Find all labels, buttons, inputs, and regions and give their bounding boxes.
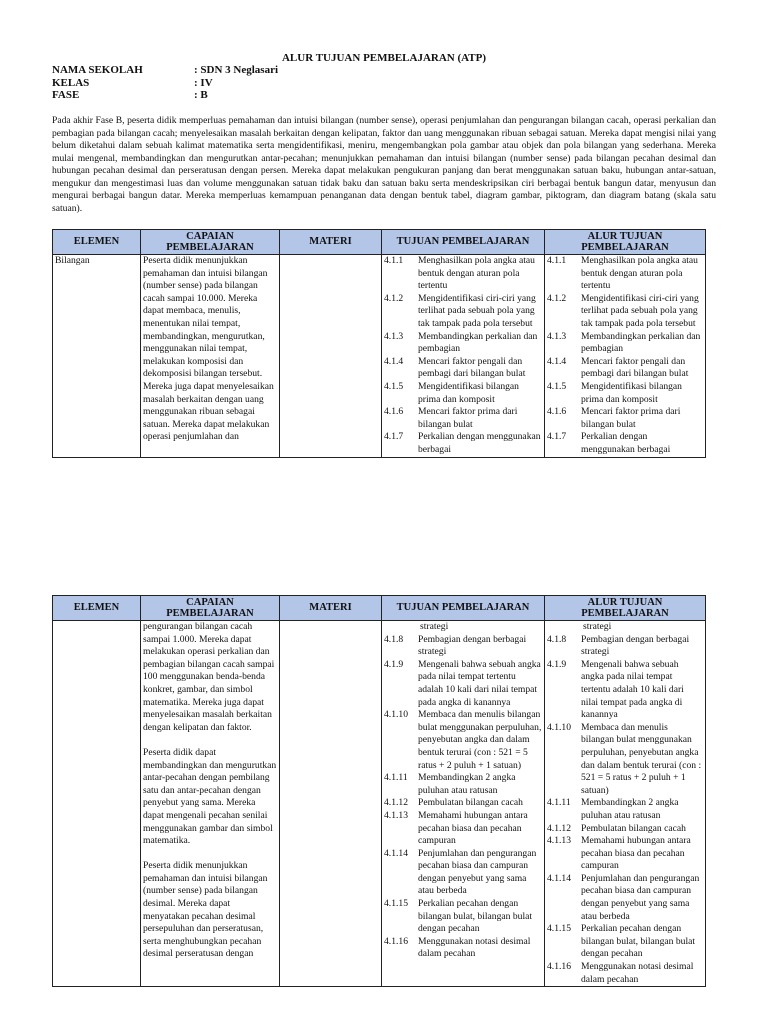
goal-item — [384, 848, 542, 898]
goal-text: Pembulatan bilangan cacah — [418, 797, 523, 809]
goal-item — [384, 810, 542, 848]
goal-text: Membaca dan menulis bilangan bulat menggunakan perpuluhan, penyebutan angka dan dalam bentuk terurai (con : 521 = 5 ratus + 2 puluh + 1 satuan) — [581, 721, 702, 796]
goal-item — [384, 381, 542, 406]
goal-text: Mencari faktor prima dari bilangan bulat — [418, 406, 518, 430]
goal-item — [384, 709, 542, 772]
tujuan-cell — [382, 621, 545, 987]
goal-text: Memahami hubungan antara pecahan biasa dan pecahan campuran — [418, 809, 528, 847]
goal-text: Pembagian dengan berbagai strategi — [581, 633, 690, 658]
goal-number: 4.1.2 — [547, 292, 567, 304]
table-header-row — [53, 596, 706, 621]
meta-row-class — [52, 77, 278, 90]
goal-number: 4.1.7 — [384, 431, 404, 443]
goal-text: Membandingkan perkalian dan pembagian — [581, 330, 701, 355]
goal-item — [547, 835, 703, 873]
goal-text: Mencari faktor pengali dan pembagi dari bilangan bulat — [418, 355, 526, 380]
goal-item — [547, 961, 703, 986]
table-header-row — [53, 230, 706, 255]
goal-item — [547, 797, 703, 822]
goal-continuation: strategi — [583, 621, 612, 632]
goal-number: 4.1.4 — [384, 355, 404, 367]
header-elemen: ELEMEN — [53, 230, 141, 255]
goal-item — [547, 873, 703, 923]
goal-item — [547, 331, 703, 356]
goal-item — [384, 659, 542, 709]
goal-text: Penjumlahan dan pengurangan pecahan biasa dan campuran dengan penyebut yang sama atau berbeda — [418, 847, 537, 897]
meta-key: KELAS — [52, 76, 90, 89]
goal-continuation: strategi — [420, 621, 449, 632]
goal-item — [547, 659, 703, 722]
goal-item — [384, 634, 542, 659]
goal-item — [384, 772, 542, 797]
goal-number: 4.1.12 — [547, 822, 571, 834]
goal-text: Membandingkan 2 angka puluhan atau ratusan — [581, 797, 679, 821]
alur-cell — [545, 255, 706, 458]
document-title: ALUR TUJUAN PEMBELAJARAN (ATP) — [281, 52, 486, 64]
meta-key: NAMA SEKOLAH — [52, 64, 143, 76]
tujuan-cell — [382, 255, 545, 458]
goal-item — [547, 255, 703, 293]
goal-number: 4.1.7 — [547, 431, 567, 443]
meta-row-school — [52, 64, 278, 77]
header-capaian: CAPAIAN PEMBELAJARAN — [141, 596, 280, 621]
goal-text: Menggunakan notasi desimal dalam pecahan — [418, 935, 531, 960]
table-row — [53, 255, 706, 458]
goal-number: 4.1.14 — [547, 872, 571, 884]
goal-number: 4.1.5 — [384, 380, 404, 392]
goal-item — [384, 331, 542, 356]
goal-item — [547, 406, 703, 431]
goal-item — [384, 431, 542, 456]
goal-number: 4.1.9 — [384, 658, 404, 670]
goal-item — [547, 823, 703, 836]
header-tujuan: TUJUAN PEMBELAJARAN — [382, 230, 545, 255]
goal-number: 4.1.4 — [547, 355, 567, 367]
goal-item — [384, 293, 542, 331]
goal-number: 4.1.10 — [384, 709, 408, 721]
goal-item — [547, 634, 703, 659]
materi-cell — [280, 255, 382, 458]
goal-text: Mengidentifikasi bilangan prima dan komposit — [581, 380, 682, 405]
header-tujuan: TUJUAN PEMBELAJARAN — [382, 596, 545, 621]
goal-text: Menggunakan notasi desimal dalam pecahan — [581, 961, 694, 985]
goal-number: 4.1.1 — [547, 255, 567, 266]
atp-table-2 — [52, 595, 706, 987]
meta-value: : IV — [194, 76, 213, 89]
header-materi: MATERI — [280, 230, 382, 255]
goal-number: 4.1.15 — [547, 923, 571, 935]
goal-item — [547, 431, 703, 456]
goal-number: 4.1.13 — [384, 809, 408, 821]
goal-text: Perkalian dengan menggunakan berbagai — [581, 431, 671, 455]
goal-number: 4.1.5 — [547, 380, 567, 392]
goal-text: Mengidentifikasi bilangan prima dan komposit — [418, 380, 519, 405]
alur-cell — [545, 621, 706, 987]
elemen-cell: Bilangan — [53, 255, 141, 458]
goal-number: 4.1.8 — [384, 633, 404, 645]
meta-row-phase — [52, 89, 278, 102]
goal-number: 4.1.14 — [384, 847, 408, 859]
goal-text: Memahami hubungan antara pecahan biasa dan pecahan campuran — [581, 835, 691, 872]
materi-cell — [280, 621, 382, 987]
goal-text: Membandingkan perkalian dan pembagian — [418, 330, 538, 355]
goal-item — [547, 293, 703, 331]
goal-text: Pembulatan bilangan cacah — [581, 822, 686, 834]
goal-number: 4.1.13 — [547, 835, 571, 847]
header-materi: MATERI — [280, 596, 382, 621]
header-elemen: ELEMEN — [53, 596, 141, 621]
goal-text: Membaca dan menulis bilangan bulat menggunakan perpuluhan, penyebutan angka dan dalam bentuk terurai (con : 521 = 5 ratus + 2 puluh + 1 satuan) — [418, 709, 542, 771]
goal-number: 4.1.11 — [547, 797, 571, 809]
goal-number: 4.1.2 — [384, 292, 404, 304]
table-row — [53, 621, 706, 987]
meta-value: : SDN 3 Neglasari — [194, 64, 279, 76]
elemen-cell — [53, 621, 141, 987]
meta-value: : B — [194, 89, 208, 101]
goal-item — [547, 722, 703, 798]
goal-item — [384, 797, 542, 810]
goal-text: Membandingkan 2 angka puluhan atau ratusan — [418, 772, 516, 796]
header-alur: ALUR TUJUAN PEMBELAJARAN — [545, 596, 706, 621]
goal-number: 4.1.16 — [547, 961, 571, 973]
goal-item — [384, 936, 542, 961]
goal-text: Perkalian pecahan dengan bilangan bulat, bilangan bulat dengan pecahan — [418, 898, 533, 935]
goal-number: 4.1.11 — [384, 772, 408, 784]
goal-number: 4.1.8 — [547, 633, 567, 645]
goal-item — [547, 923, 703, 961]
goal-text: Mencari faktor prima dari bilangan bulat — [581, 406, 681, 430]
goal-number: 4.1.9 — [547, 658, 567, 670]
goal-item — [384, 255, 542, 293]
goal-text: Perkalian pecahan dengan bilangan bulat, bilangan bulat dengan pecahan — [581, 923, 696, 960]
goal-text: Perkalian dengan menggunakan berbagai — [418, 431, 541, 455]
goal-text: Menghasilkan pola angka atau bentuk dengan aturan pola tertentu — [581, 255, 698, 292]
goal-item — [547, 381, 703, 406]
goal-number: 4.1.10 — [547, 721, 571, 733]
school-info — [52, 64, 278, 102]
goal-text: Pembagian dengan berbagai strategi — [418, 633, 527, 658]
header-capaian: CAPAIAN PEMBELAJARAN — [141, 230, 280, 255]
atp-table-1 — [52, 229, 706, 458]
goal-number: 4.1.12 — [384, 797, 408, 809]
goal-number: 4.1.3 — [547, 330, 567, 342]
goal-number: 4.1.6 — [384, 406, 404, 418]
goal-text: Mengenali bahwa sebuah angka pada nilai tempat tertentu adalah 10 kali dari nilai tempat pada angka di kanannya — [418, 658, 541, 708]
goal-text: Mengidentifikasi ciri-ciri yang terlihat pada sebuah pola yang tak tampak pada pola tersebut — [418, 292, 536, 329]
goal-item — [384, 898, 542, 936]
goal-text: Mengenali bahwa sebuah angka pada nilai tempat tertentu adalah 10 kali dari nilai tempat pada angka di kanannya — [581, 658, 684, 721]
goal-text: Penjumlahan dan pengurangan pecahan biasa dan campuran dengan penyebut yang sama atau berbeda — [581, 872, 700, 922]
header-alur: ALUR TUJUAN PEMBELAJARAN — [545, 230, 706, 255]
goal-number: 4.1.15 — [384, 898, 408, 910]
goal-number: 4.1.6 — [547, 406, 567, 418]
capaian-cell: Peserta didik menunjukkan pemahaman dan intuisi bilangan (number sense) pada bilangan cacah sampai 10.000. Mereka dapat membaca, menulis, menentukan nilai tempat, membandingkan, mengurutkan, menggunakan nilai tempat, melakukan komposisi dan dekomposisi bilangan tersebut. Mereka juga dapat menyelesaikan masalah berkaitan dengan uang menggunakan ribuan sebagai satuan. Mereka dapat melakukan operasi penjumlahan dan — [141, 255, 280, 458]
goal-text: Mengidentifikasi ciri-ciri yang terlihat pada sebuah pola yang tak tampak pada pola tersebut — [581, 292, 699, 329]
meta-key: FASE — [52, 89, 80, 101]
goal-item — [384, 406, 542, 431]
goal-number: 4.1.1 — [384, 255, 404, 266]
goal-number: 4.1.3 — [384, 330, 404, 342]
goal-text: Mencari faktor pengali dan pembagi dari bilangan bulat — [581, 355, 689, 380]
goal-item — [547, 356, 703, 381]
intro-paragraph: Pada akhir Fase B, peserta didik memperluas pemahaman dan intuisi bilangan (number sense), operasi penjumlahan dan pengurangan bilangan cacah, operasi perkalian dan pembagian pada bilangan cacah; menyelesaikan masalah berkaitan dengan kelipatan, faktor dan uang menggunakan ribuan sebagai satuan. Mereka dapat mengisi nilai yang belum diketahui dalam sebuah kalimat matematika serta mengidentifikasi, meniru, mengembangkan pola gambar atau objek dan pola bilangan yang sederhana. Mereka mulai mengenal, membandingkan dan mengurutkan antar-pecahan; menunjukkan pemahaman dan intuisi bilangan (number sense) pada bilangan pecahan desimal dan hubungan pecahan desimal dan perseratusan dengan persen. Mereka dapat melakukan pengukuran panjang dan berat menggunakan satuan baku, hubungan antar-satuan, mengukur dan mengestimasi luas dan volume menggunakan satuan tidak baku dan satuan baku serta mendeskripsikan ciri berbagai bentuk bangun datar, menyusun dan mengurai berbagai bangun datar. Mereka memperluas kemampuan penanganan data dengan bentuk tabel, diagram gambar, piktogram, dan diagram batang (skala satu satuan). — [52, 115, 716, 214]
capaian-cell: pengurangan bilangan cacah sampai 1.000. Mereka dapat melakukan operasi perkalian dan pembagian bilangan cacah sampai 100 menggunakan benda-benda konkret, gambar, dan simbol matematika. Mereka juga dapat menyelesaikan masalah berkaitan dengan kelipatan dan faktor. Peserta didik dapat membandingkan dan mengurutkan antar-pecahan dengan pembilang satu dan antar-pecahan dengan penyebut yang sama. Mereka dapat mengenali pecahan senilai menggunakan gambar dan simbol matematika. Peserta didik menunjukkan pemahaman dan intuisi bilangan (number sense) pada bilangan desimal. Mereka dapat menyatakan pecahan desimal persepuluhan dan perseratusan, serta menghubungkan pecahan desimal perseratusan dengan — [141, 621, 280, 987]
goal-number: 4.1.16 — [384, 935, 408, 947]
goal-text: Menghasilkan pola angka atau bentuk dengan aturan pola tertentu — [418, 255, 535, 292]
goal-item — [384, 356, 542, 381]
